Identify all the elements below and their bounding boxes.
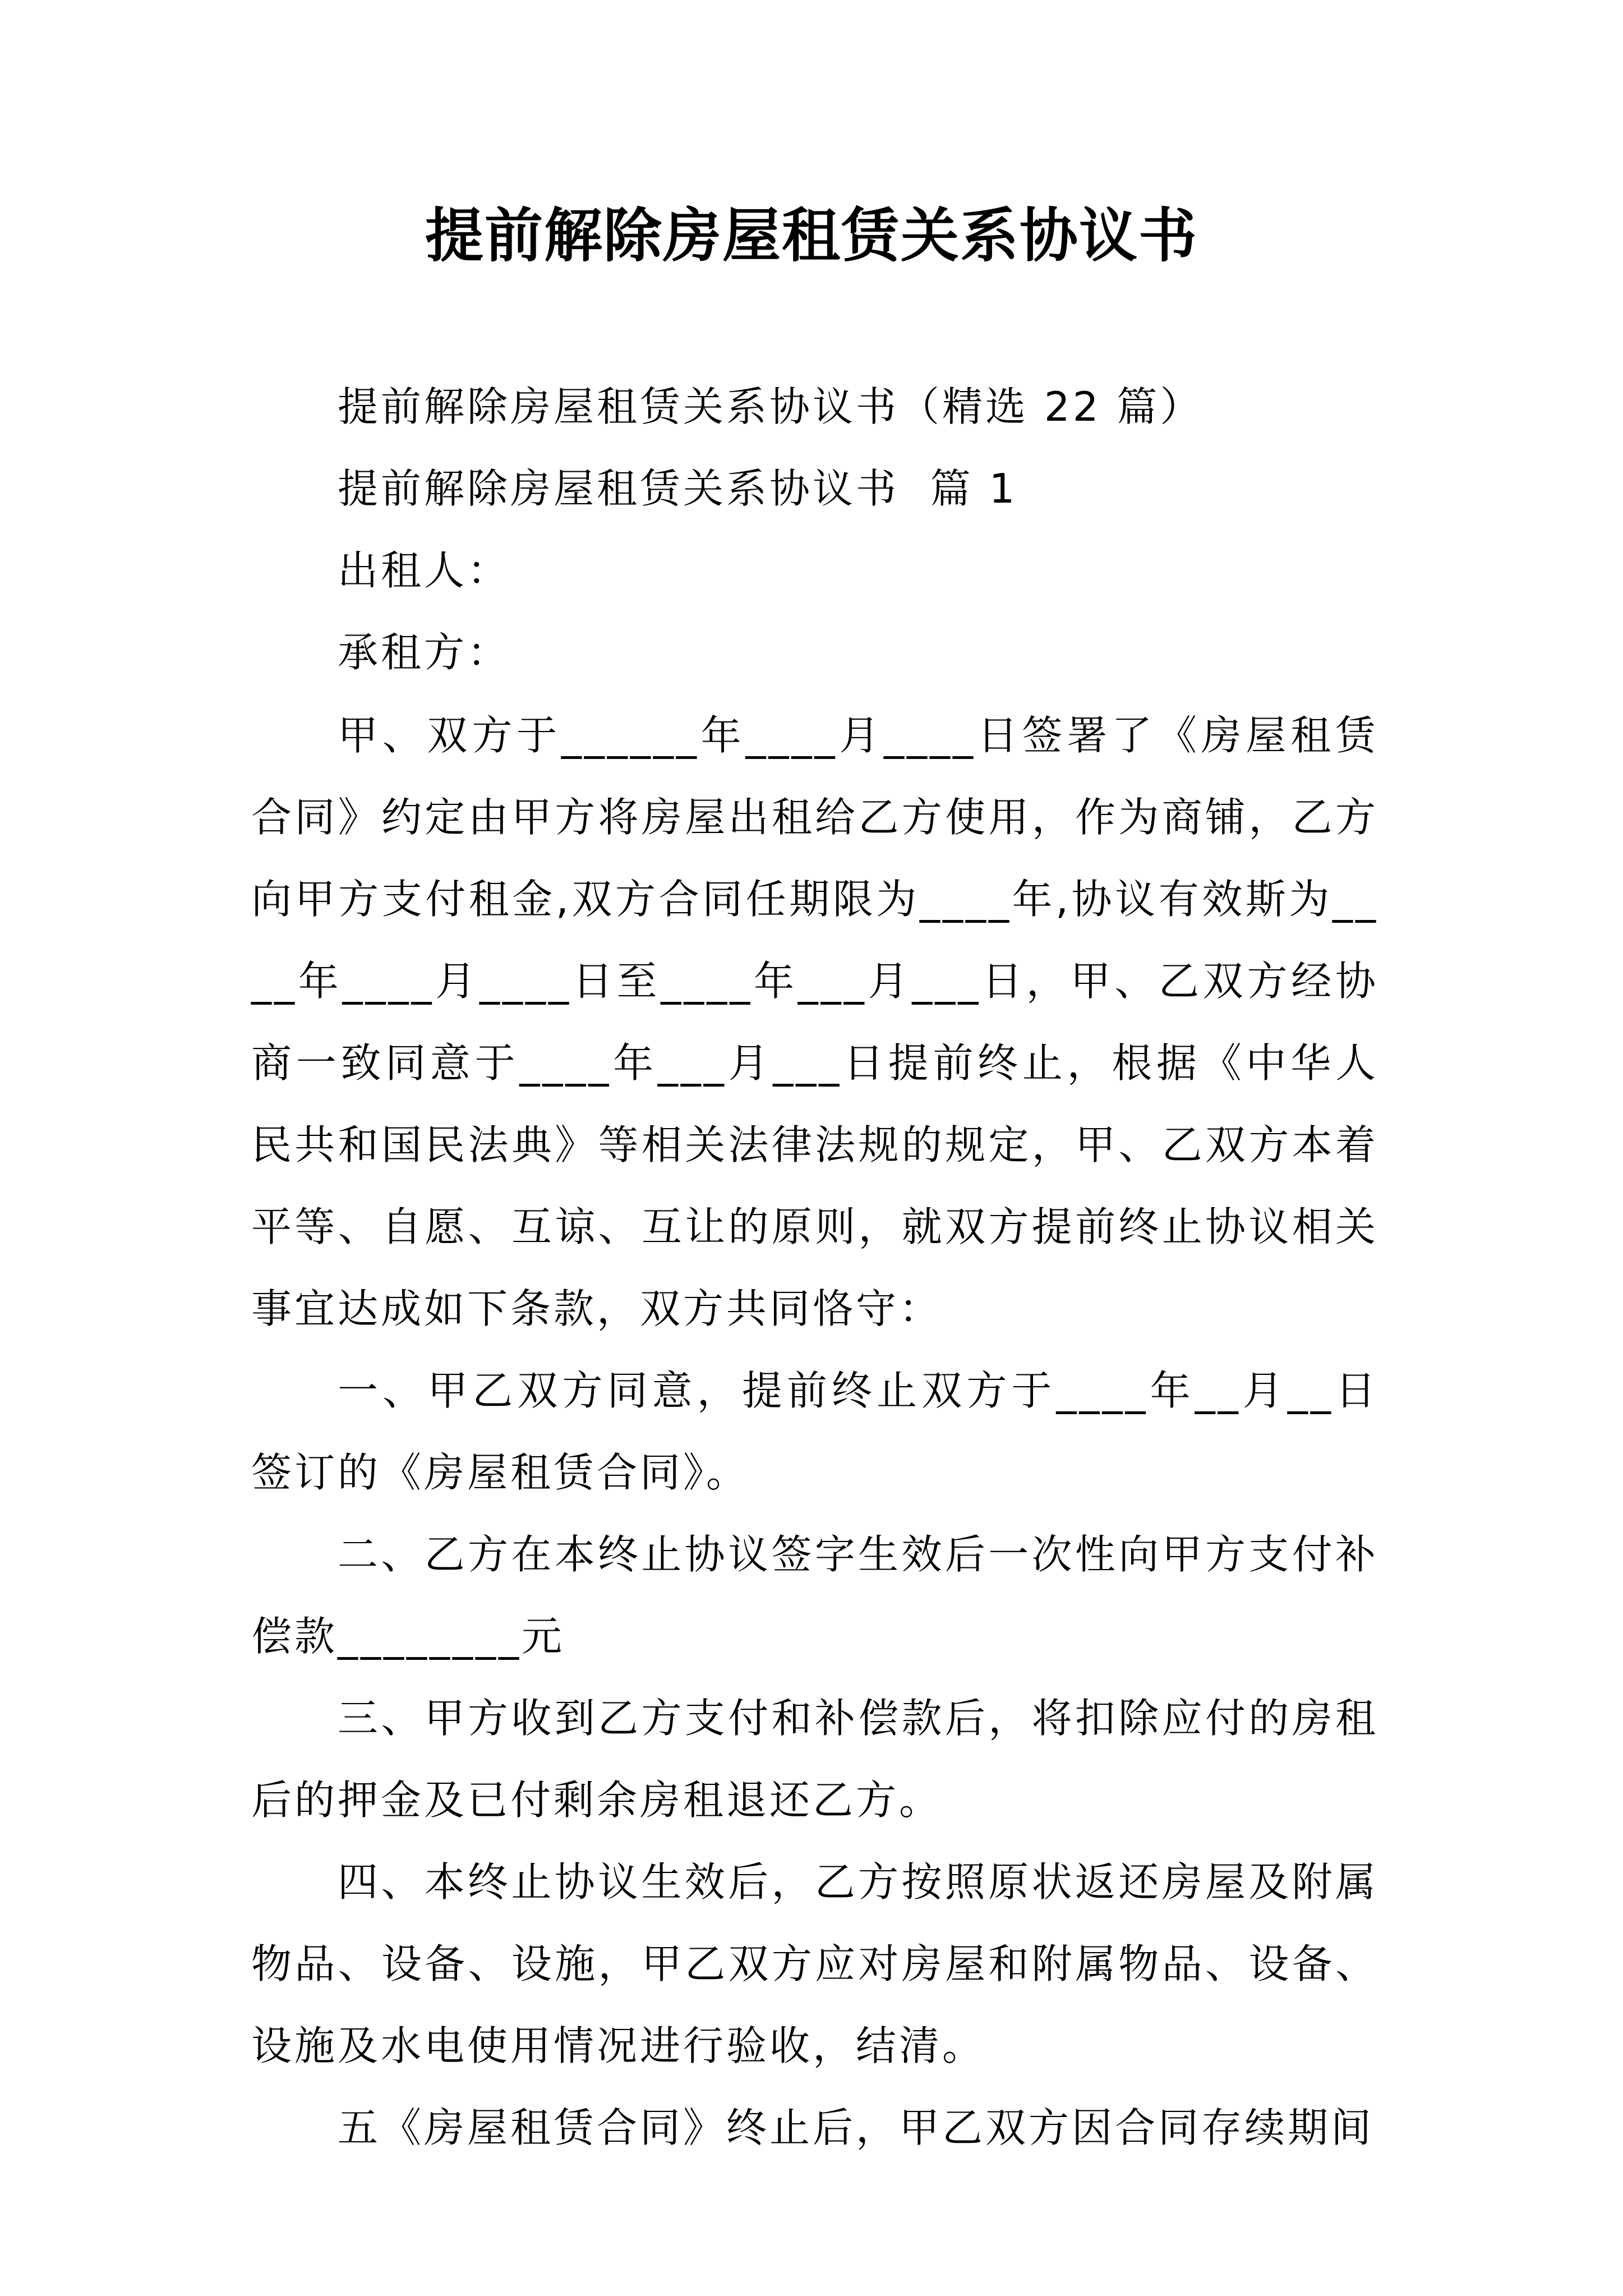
lessee-label: 承租方： [338, 629, 511, 676]
section-heading: 提前解除房屋租赁关系协议书 篇 1 [338, 465, 1018, 512]
document-body [251, 366, 1378, 2169]
paragraph-clause-2: 二、乙方在本终止协议签字生效后一次性向甲方支付补偿款________元 [251, 1531, 1378, 1660]
document-subtitle: 提前解除房屋租赁关系协议书（精选 22 篇） [338, 383, 1204, 430]
paragraph-intro: 甲、双方于______年____月____日签署了《房屋租赁合同》约定由甲方将房屋出租给乙方使用，作为商铺，乙方向甲方支付租金,双方合同任期限为____年,协议有效斯为____年____月____日至____年___月___日，甲、乙双方经协商一致同意于____年___月___日提前终止，根据《中华人民共和国民法典》等相关法律法规的规定，甲、乙双方本着平等、自愿、互谅、互让的原则，就双方提前终止协议相关事宜达成如下条款，双方共同恪守： [251, 712, 1378, 1332]
document-title: 提前解除房屋租赁关系协议书 [425, 201, 1198, 270]
lessor-label: 出租人： [338, 547, 511, 594]
paragraph-clause-3: 三、甲方收到乙方支付和补偿款后，将扣除应付的房租后的押金及已付剩余房租退还乙方。 [251, 1695, 1378, 1824]
paragraph-clause-5: 五《房屋租赁合同》终止后，甲乙双方因合同存续期间 [338, 2104, 1375, 2151]
paragraph-clause-4: 四、本终止协议生效后，乙方按照原状返还房屋及附属物品、设备、设施，甲乙双方应对房屋和附属物品、设备、设施及水电使用情况进行验收，结清。 [251, 1858, 1378, 2069]
paragraph-clause-1: 一、甲乙双方同意，提前终止双方于____年__月__日签订的《房屋租赁合同》。 [251, 1367, 1378, 1496]
